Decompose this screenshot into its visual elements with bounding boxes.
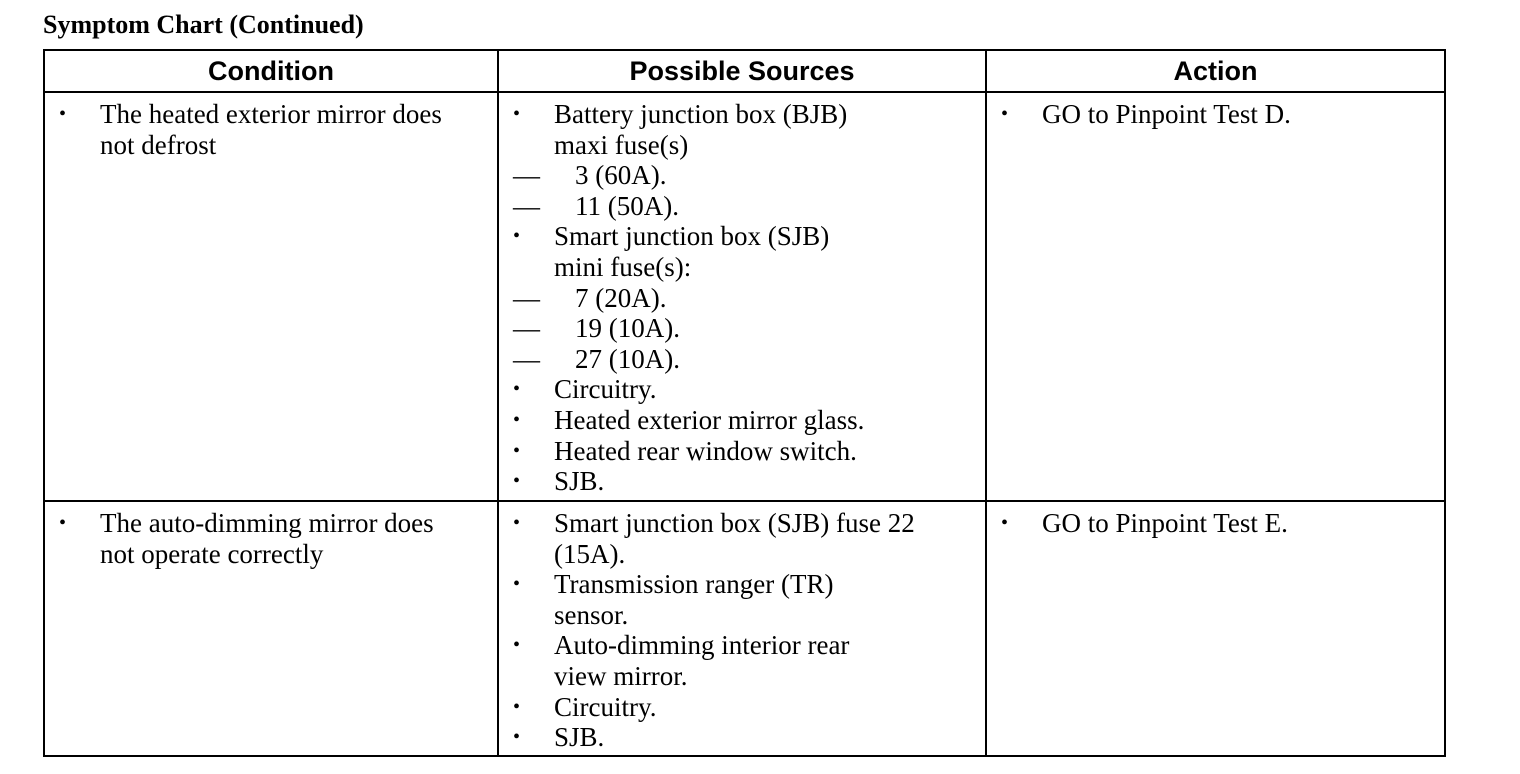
source-subitem: [499, 283, 985, 314]
page-title: Symptom Chart (Continued): [43, 10, 364, 39]
source-subitem: [499, 344, 985, 375]
source-item: [499, 99, 874, 160]
action-header: Action: [986, 50, 1445, 92]
condition-cell: [44, 501, 498, 756]
bullet-icon: •: [513, 470, 521, 493]
source-text: Circuitry.: [554, 691, 657, 722]
sources-cell: [498, 92, 986, 501]
source-item: [499, 405, 985, 436]
source-text: Smart junction box (SJB) mini fuse(s):: [554, 221, 830, 282]
bullet-icon: •: [1001, 103, 1009, 125]
table-row: [44, 92, 1445, 501]
source-subitem-text: 27 (10A).: [575, 343, 680, 374]
action-text: GO to Pinpoint Test D.: [1042, 99, 1291, 129]
dash-icon: —: [513, 282, 540, 313]
source-subitem: [499, 313, 985, 344]
table-row: [44, 501, 1445, 756]
dash-icon: —: [513, 343, 540, 374]
sources-cell: [498, 501, 986, 756]
condition-item: [45, 508, 445, 569]
source-text: Transmission ranger (TR) sensor.: [554, 569, 834, 630]
bullet-icon: •: [59, 103, 67, 125]
bullet-icon: •: [513, 634, 521, 657]
source-text: Auto-dimming interior rear view mirror.: [554, 630, 850, 691]
source-item: [499, 569, 874, 630]
source-subitem-text: 7 (20A).: [575, 282, 667, 313]
source-subitem-text: 11 (50A).: [575, 190, 679, 221]
source-text: Battery junction box (BJB) maxi fuse(s): [554, 99, 848, 160]
source-text: Heated rear window switch.: [554, 435, 857, 466]
source-subitem: [499, 160, 985, 191]
source-text: SJB.: [554, 466, 605, 497]
action-item: [987, 508, 1444, 539]
bullet-icon: •: [513, 695, 521, 718]
source-item: [499, 466, 985, 497]
source-item: [499, 630, 874, 691]
source-text: SJB.: [554, 722, 605, 753]
bullet-icon: •: [513, 103, 521, 125]
bullet-icon: •: [59, 512, 67, 534]
source-item: [499, 692, 985, 723]
condition-header: Condition: [44, 50, 498, 92]
action-cell: [986, 92, 1445, 501]
source-item: [499, 374, 985, 405]
action-item: [987, 99, 1444, 130]
bullet-icon: •: [513, 408, 521, 431]
dash-icon: —: [513, 160, 540, 191]
bullet-icon: •: [1001, 512, 1009, 534]
source-text: Circuitry.: [554, 374, 657, 405]
bullet-icon: •: [513, 573, 521, 596]
source-item: [499, 508, 924, 569]
bullet-icon: •: [513, 378, 521, 401]
dash-icon: —: [513, 190, 540, 221]
condition-cell: [44, 92, 498, 501]
bullet-icon: •: [513, 726, 521, 749]
bullet-icon: •: [513, 225, 521, 248]
source-text: Heated exterior mirror glass.: [554, 404, 865, 435]
source-subitem-text: 3 (60A).: [575, 160, 667, 191]
source-item: [499, 722, 985, 753]
sources-header: Possible Sources: [498, 50, 986, 92]
condition-item: [45, 99, 445, 160]
condition-text: The auto-dimming mirror does not operate correctly: [100, 508, 434, 569]
source-subitem: [499, 191, 985, 222]
symptom-chart-table: [43, 49, 1446, 757]
condition-text: The heated exterior mirror does not defrost: [100, 99, 442, 160]
action-cell: [986, 501, 1445, 756]
source-subitem-text: 19 (10A).: [575, 313, 680, 344]
source-item: [499, 221, 874, 282]
source-text: Smart junction box (SJB) fuse 22 (15A).: [554, 508, 915, 569]
action-text: GO to Pinpoint Test E.: [1042, 508, 1288, 538]
bullet-icon: •: [513, 439, 521, 462]
header-row: [44, 50, 1445, 92]
source-item: [499, 436, 985, 467]
dash-icon: —: [513, 313, 540, 344]
bullet-icon: •: [513, 512, 521, 534]
